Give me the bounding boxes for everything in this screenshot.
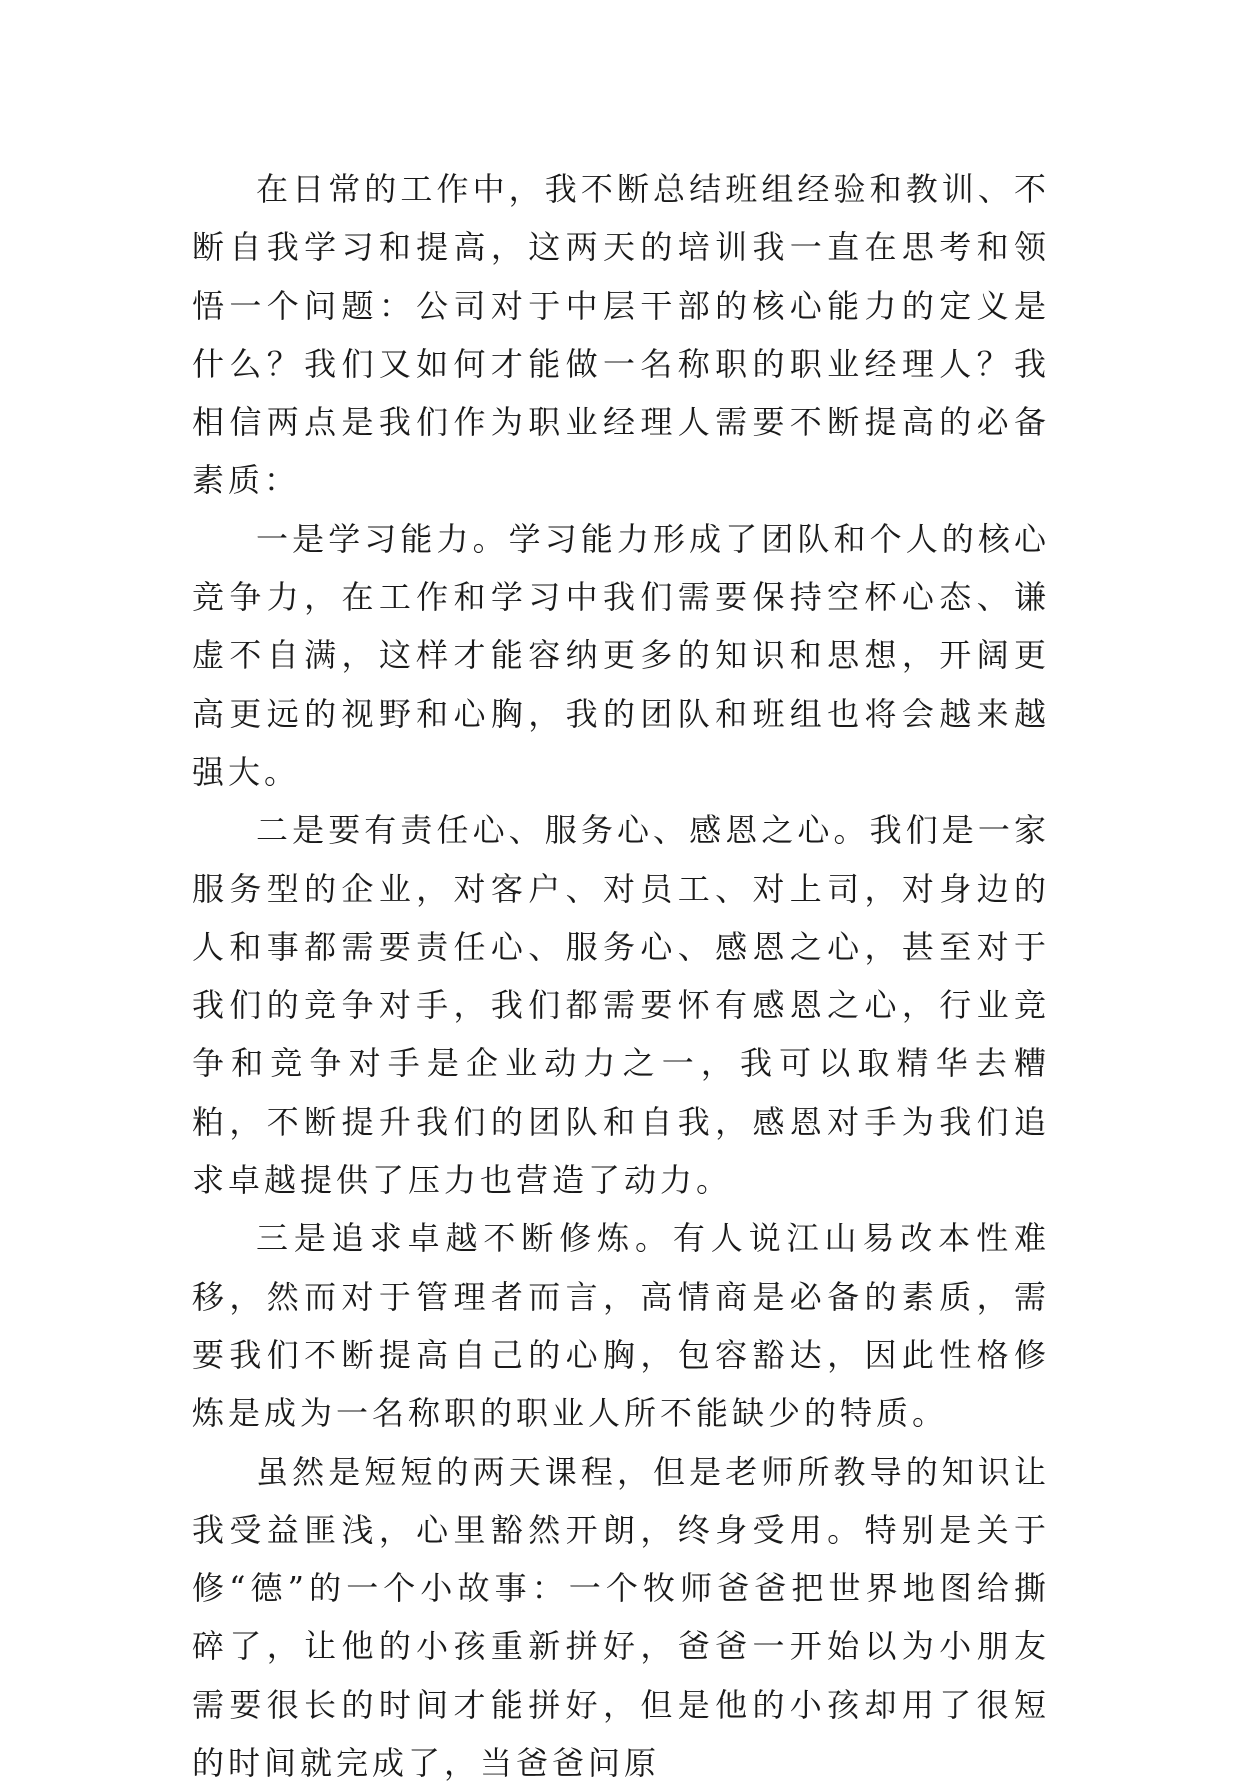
paragraph-1: 在日常的工作中，我不断总结班组经验和教训、不断自我学习和提高，这两天的培训我一直在思考和领悟一个问题：公司对于中层干部的核心能力的定义是什么？我们又如何才能做一名称职的职业经理人？我相信两点是我们作为职业经理人需要不断提高的必备素质：: [192, 170, 1050, 500]
paragraph-4: 三是追求卓越不断修炼。有人说江山易改本性难移，然而对于管理者而言，高情商是必备的素质，需要我们不断提高自己的心胸，包容豁达，因此性格修炼是成为一名称职的职业人所不能缺少的特质。: [192, 1219, 1050, 1433]
paragraph-3: 二是要有责任心、服务心、感恩之心。我们是一家服务型的企业，对客户、对员工、对上司，对身边的人和事都需要责任心、服务心、感恩之心，甚至对于我们的竞争对手，我们都需要怀有感恩之心，行业竞争和竞争对手是企业动力之一，我可以取精华去糟粕，不断提升我们的团队和自我，感恩对手为我们追求卓越提供了压力也营造了动力。: [192, 811, 1050, 1200]
paragraph-2: 一是学习能力。学习能力形成了团队和个人的核心竞争力，在工作和学习中我们需要保持空杯心态、谦虚不自满，这样才能容纳更多的知识和思想，开阔更高更远的视野和心胸，我的团队和班组也将会越来越强大。: [192, 519, 1050, 791]
document-body: [192, 160, 1050, 1792]
paragraph-5: 虽然是短短的两天课程，但是老师所教导的知识让我受益匪浅，心里豁然开朗，终身受用。特别是关于修“德”的一个小故事：一个牧师爸爸把世界地图给撕碎了，让他的小孩重新拼好，爸爸一开始以为小朋友需要很长的时间才能拼好，但是他的小孩却用了很短的时间就完成了，当爸爸问原: [192, 1452, 1050, 1783]
